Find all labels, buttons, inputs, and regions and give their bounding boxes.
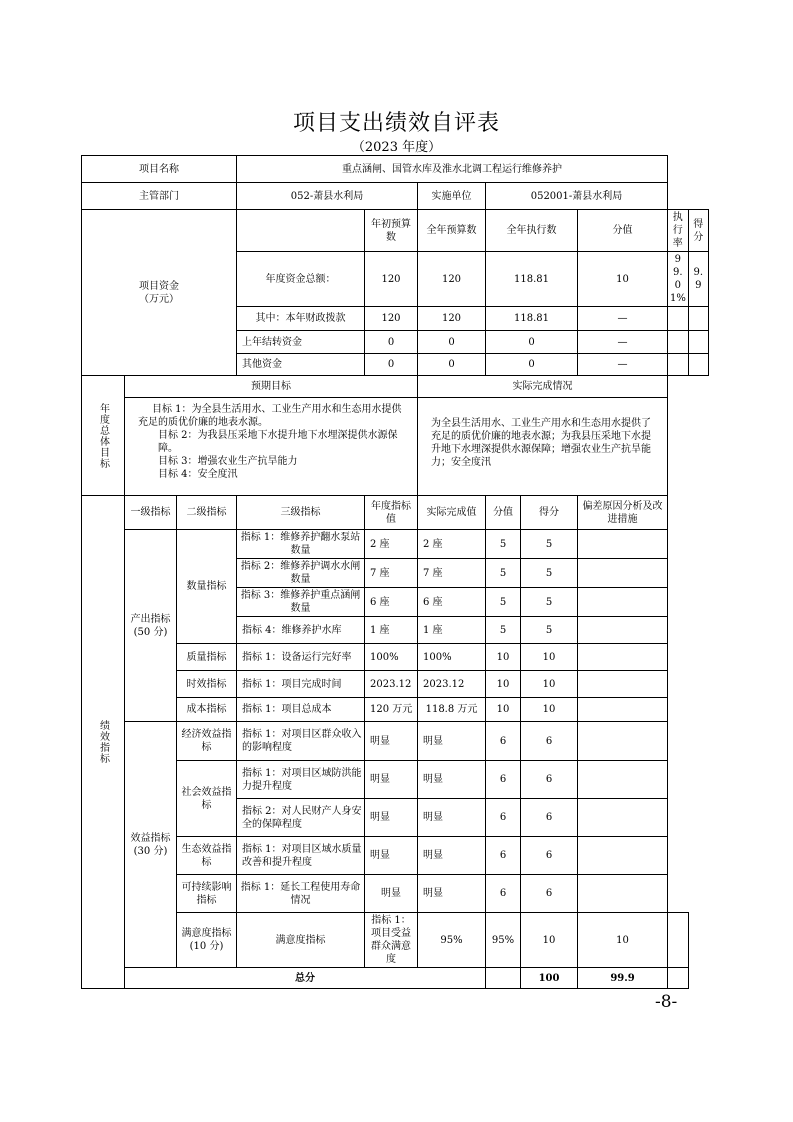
indicator-score: 5: [521, 617, 578, 644]
indicator-score: 10: [521, 671, 578, 698]
indicator-actual: 7 座: [418, 559, 486, 588]
indicator-target: 7 座: [365, 559, 418, 588]
indicator-score-value: 5: [486, 559, 521, 588]
funds-cell: 0: [418, 354, 486, 376]
table-row: [82, 671, 709, 698]
funds-cell: 118.81: [486, 252, 578, 307]
indicator-name: 指标 1：维修养护翻水泵站数量: [237, 530, 365, 559]
actual-goal-header: 实际完成情况: [418, 376, 668, 398]
funds-row-name: 年度资金总额：: [237, 252, 365, 307]
indicator-actual: 95%: [486, 913, 521, 968]
total-label: 总分: [125, 968, 486, 989]
project-name-value: 重点涵闸、国管水库及淮水北调工程运行维修养护: [237, 156, 668, 183]
indicator-name: 指标 2：维修养护调水水闸数量: [237, 559, 365, 588]
funds-cell: —: [578, 354, 668, 376]
indicator-note: [578, 671, 668, 698]
funds-cell: [668, 354, 689, 376]
total-blank: [486, 968, 521, 989]
funds-row-name: 其中：本年财政拨款: [237, 307, 365, 331]
indicator-score-value: 10: [521, 913, 578, 968]
funds-cell: 120: [418, 307, 486, 331]
indicator-name: 指标 1：对项目区域防洪能力提升程度: [237, 761, 365, 799]
header-level1: 一级指标: [125, 496, 177, 530]
indicator-name: 指标 1：对项目区域水质量改善和提升程度: [237, 837, 365, 875]
indicator-note: [578, 530, 668, 559]
funds-header-score: 得分: [688, 210, 709, 252]
indicator-target: 明显: [365, 799, 418, 837]
indicator-target: 120 万元: [365, 698, 418, 722]
indicator-target: 明显: [365, 722, 418, 761]
indicator-actual: 明显: [418, 799, 486, 837]
indicator-actual: 明显: [418, 837, 486, 875]
subgroup-sustainable: 可持续影响指标: [177, 875, 237, 913]
funds-cell: 120: [365, 252, 418, 307]
table-row: [82, 644, 709, 671]
indicator-name: 指标 2：对人民财产人身安全的保障程度: [237, 799, 365, 837]
expected-goal-4: 目标 4：安全度汛: [158, 469, 238, 480]
indicator-score: 10: [521, 698, 578, 722]
indicator-note: [668, 913, 689, 968]
total-row: [82, 968, 709, 989]
indicator-target: 明显: [365, 761, 418, 799]
table-row: [82, 837, 709, 875]
indicator-name: 指标 1：延长工程使用寿命情况: [237, 875, 365, 913]
indicator-score-value: 10: [486, 644, 521, 671]
indicator-note: [578, 875, 668, 913]
indicator-score-value: 6: [486, 837, 521, 875]
indicator-score: 6: [521, 722, 578, 761]
indicator-target: 1 座: [365, 617, 418, 644]
indicator-score: 5: [521, 530, 578, 559]
indicator-target: 95%: [418, 913, 486, 968]
indicator-target: 2 座: [365, 530, 418, 559]
indicators-label: 绩效指标: [82, 496, 125, 989]
indicator-name: 指标 1：对项目区群众收入的影响程度: [237, 722, 365, 761]
total-score-value: 100: [521, 968, 578, 989]
table-row: [82, 530, 709, 559]
dept-row: [82, 183, 709, 210]
indicator-actual: 6 座: [418, 588, 486, 617]
expected-goal-1: 目标 1：为全县生活用水、工业生产用水和生态用水提供充足的质优价廉的地表水源。: [138, 404, 402, 428]
actual-goals: 为全县生活用水、工业生产用水和生态用水提供了充足的质优价廉的地表水源；为我县压采地下水提升地下水埋深提供水源保障；增强农业生产抗旱能力；安全度汛: [418, 398, 668, 496]
funds-cell: 0: [418, 331, 486, 354]
indicator-note: [578, 799, 668, 837]
header-note: 偏差原因分析及改进措施: [578, 496, 668, 530]
indicator-score: 5: [521, 588, 578, 617]
indicator-score-value: 6: [486, 799, 521, 837]
header-score-value: 分值: [486, 496, 521, 530]
indicator-score-value: 6: [486, 875, 521, 913]
indicator-score: 10: [521, 644, 578, 671]
funds-header-annual: 全年预算数: [418, 210, 486, 252]
indicator-score-value: 5: [486, 617, 521, 644]
goals-label: 年度总体目标: [82, 376, 125, 496]
table-row: [82, 761, 709, 799]
funds-header-rate: 执行率: [668, 210, 689, 252]
funds-cell: 0: [486, 331, 578, 354]
indicator-score: 6: [521, 837, 578, 875]
project-name-label: 项目名称: [82, 156, 237, 183]
indicator-score: 6: [521, 799, 578, 837]
indicator-note: [578, 761, 668, 799]
indicator-score-value: 5: [486, 588, 521, 617]
funds-cell: 0: [365, 331, 418, 354]
indicator-name: 指标 1：项目受益群众满意度: [365, 913, 418, 968]
indicator-note: [578, 837, 668, 875]
funds-row-name: 上年结转资金: [237, 331, 365, 354]
indicator-score-value: 10: [486, 698, 521, 722]
expected-goal-3: 目标 3：增强农业生产抗旱能力: [158, 456, 298, 467]
group-benefit: 效益指标(30 分): [125, 722, 177, 968]
indicator-actual: 明显: [418, 722, 486, 761]
funds-row-name: 其他资金: [237, 354, 365, 376]
header-level3: 三级指标: [237, 496, 365, 530]
group-output: 产出指标(50 分): [125, 530, 177, 722]
funds-cell: 0: [365, 354, 418, 376]
expected-goal-header: 预期目标: [125, 376, 418, 398]
expected-goal-2: 目标 2：为我县压采地下水提升地下水埋深提供水源保障。: [158, 430, 398, 454]
indicator-target: 100%: [365, 644, 418, 671]
table-row: [82, 913, 709, 968]
indicator-name: 指标 1：项目完成时间: [237, 671, 365, 698]
indicator-header-row: [82, 496, 709, 530]
funds-cell: [668, 307, 689, 331]
indicator-target: 明显: [365, 875, 418, 913]
total-score: 99.9: [578, 968, 668, 989]
dept-label: 主管部门: [82, 183, 237, 210]
indicator-score: 10: [578, 913, 668, 968]
indicator-note: [578, 644, 668, 671]
indicator-name: 指标 4：维修养护水库: [237, 617, 365, 644]
header-level2: 二级指标: [177, 496, 237, 530]
indicator-note: [578, 559, 668, 588]
funds-cell: 99.01%: [668, 252, 689, 307]
indicator-target: 6 座: [365, 588, 418, 617]
indicator-score-value: 6: [486, 761, 521, 799]
indicator-target: 2023.12: [365, 671, 418, 698]
goals-content-row: [82, 398, 709, 496]
indicator-score: 6: [521, 761, 578, 799]
subgroup-social: 社会效益指标: [177, 761, 237, 837]
funds-cell: [688, 307, 709, 331]
table-row: [82, 875, 709, 913]
page-number: -8-: [655, 992, 678, 1012]
funds-header-score-value: 分值: [578, 210, 668, 252]
subgroup-ecological: 生态效益指标: [177, 837, 237, 875]
indicator-name: 指标 1：项目总成本: [237, 698, 365, 722]
table-row: [82, 698, 709, 722]
funds-header-blank: [237, 210, 365, 252]
indicator-name: 指标 1：设备运行完好率: [237, 644, 365, 671]
indicator-actual: 2 座: [418, 530, 486, 559]
funds-cell: —: [578, 331, 668, 354]
subgroup-economic: 经济效益指标: [177, 722, 237, 761]
funds-cell: [688, 331, 709, 354]
total-note: [668, 968, 689, 989]
subgroup-cost: 成本指标: [177, 698, 237, 722]
unit-value: 052001-萧县水利局: [486, 183, 668, 210]
indicator-score-value: 5: [486, 530, 521, 559]
header-actual: 实际完成值: [418, 496, 486, 530]
self-evaluation-table: [81, 155, 709, 989]
expected-goals: [125, 398, 418, 496]
funds-header-initial: 年初预算数: [365, 210, 418, 252]
subgroup-satisfaction: 满意度指标: [237, 913, 365, 968]
header-score: 得分: [521, 496, 578, 530]
funds-cell: 9.9: [688, 252, 709, 307]
indicator-name: 指标 3：维修养护重点涵闸数量: [237, 588, 365, 617]
indicator-score-value: 10: [486, 671, 521, 698]
indicator-actual: 明显: [418, 761, 486, 799]
subgroup-quantity: 数量指标: [177, 530, 237, 644]
funds-cell: 120: [418, 252, 486, 307]
funds-cell: 0: [486, 354, 578, 376]
indicator-actual: 2023.12: [418, 671, 486, 698]
indicator-score: 5: [521, 559, 578, 588]
indicator-actual: 118.8 万元: [418, 698, 486, 722]
indicator-note: [578, 617, 668, 644]
subgroup-timeliness: 时效指标: [177, 671, 237, 698]
indicator-actual: 100%: [418, 644, 486, 671]
indicator-score-value: 6: [486, 722, 521, 761]
header-target: 年度指标值: [365, 496, 418, 530]
subgroup-quality: 质量指标: [177, 644, 237, 671]
page-title: 项目支出绩效自评表: [292, 111, 500, 136]
funds-cell: 10: [578, 252, 668, 307]
project-name-row: [82, 156, 709, 183]
indicator-target: 明显: [365, 837, 418, 875]
goals-header-row: [82, 376, 709, 398]
group-satisfaction: 满意度指标(10 分): [177, 913, 237, 968]
funds-cell: —: [578, 307, 668, 331]
funds-label: 项目资金 （万元）: [82, 210, 237, 376]
funds-cell: [668, 331, 689, 354]
funds-cell: 120: [365, 307, 418, 331]
indicator-actual: 明显: [418, 875, 486, 913]
indicator-note: [578, 722, 668, 761]
unit-label: 实施单位: [418, 183, 486, 210]
funds-cell: 118.81: [486, 307, 578, 331]
dept-value: 052-萧县水利局: [237, 183, 418, 210]
funds-header-row: [82, 210, 709, 252]
table-row: [82, 722, 709, 761]
indicator-actual: 1 座: [418, 617, 486, 644]
funds-cell: [688, 354, 709, 376]
indicator-note: [578, 698, 668, 722]
indicator-note: [578, 588, 668, 617]
indicator-score: 6: [521, 875, 578, 913]
page-subtitle: （2023 年度）: [351, 140, 442, 155]
funds-header-executed: 全年执行数: [486, 210, 578, 252]
